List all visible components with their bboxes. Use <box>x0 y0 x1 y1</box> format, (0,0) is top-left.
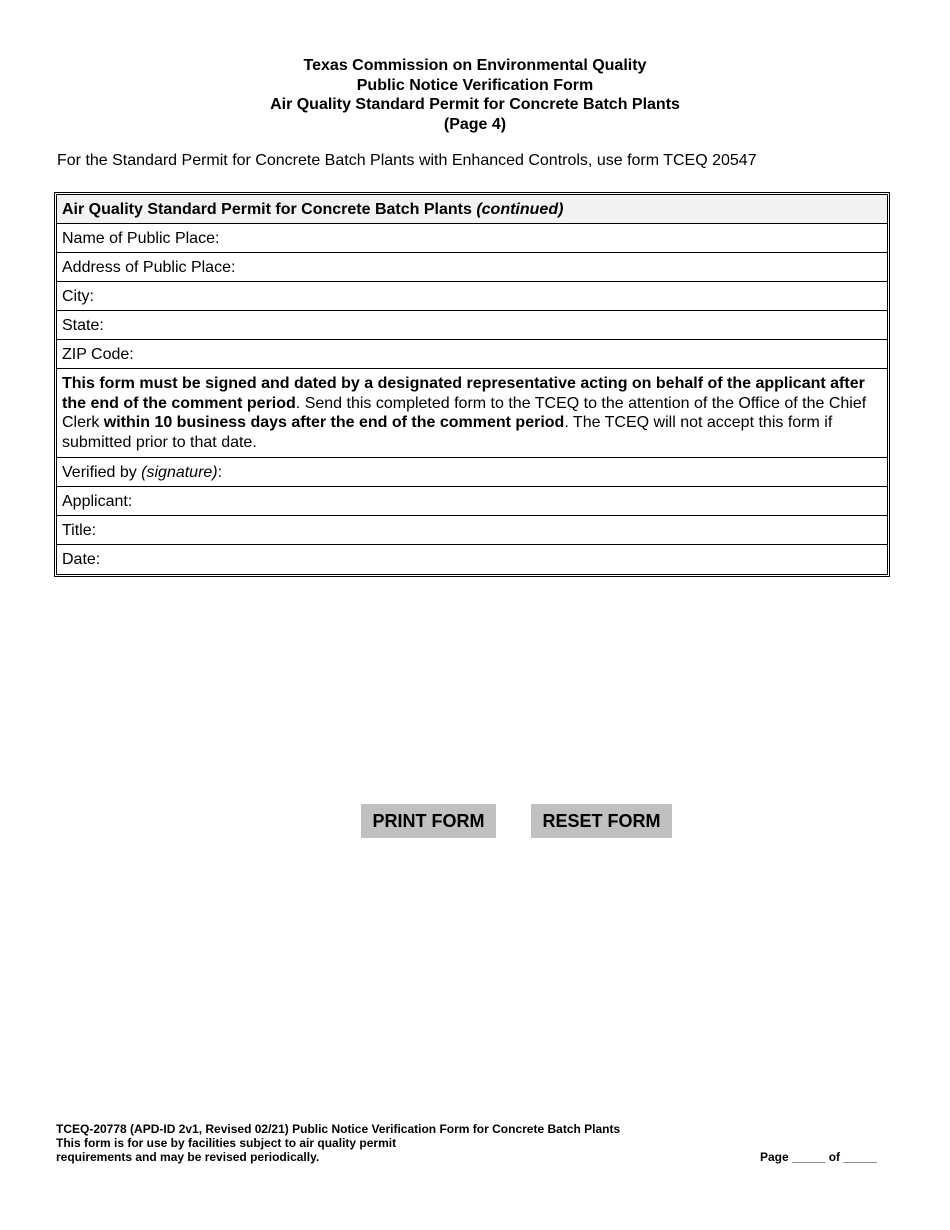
zip-code-label: ZIP Code: <box>62 346 134 363</box>
signature-notice <box>57 369 887 458</box>
verified-by-field[interactable] <box>57 458 887 487</box>
city-field[interactable] <box>57 282 887 311</box>
table-heading-suffix: (continued) <box>476 201 564 218</box>
applicant-field[interactable] <box>57 487 887 516</box>
form-header <box>0 56 950 134</box>
name-of-public-place-label: Name of Public Place: <box>62 230 220 247</box>
notice-bold-1: This form must be signed and dated by a designated representative acting on behalf of the applicant after the end of the comment period <box>62 375 865 412</box>
verified-by-label: Verified by <box>62 464 142 481</box>
name-of-public-place-field[interactable] <box>57 224 887 253</box>
date-label: Date: <box>62 551 101 568</box>
notice-text-2: . The TCEQ will not accept this form if submitted prior to that date. <box>62 414 833 451</box>
footer-note-1: This form is for use by facilities subject to air quality permit <box>56 1136 397 1150</box>
permit-title: Air Quality Standard Permit for Concrete Batch Plants <box>270 96 680 113</box>
intro-text: For the Standard Permit for Concrete Batch Plants with Enhanced Controls, use form TCEQ 20547 <box>57 152 757 169</box>
form-footer <box>56 1122 620 1164</box>
agency-title: Texas Commission on Environmental Quality <box>303 57 647 74</box>
table-heading-text: Air Quality Standard Permit for Concrete Batch Plants <box>62 201 472 218</box>
verified-by-colon: : <box>217 464 223 481</box>
footer-form-id: TCEQ-20778 (APD-ID 2v1, Revised 02/21) Public Notice Verification Form for Concrete Batch Plants <box>56 1122 621 1136</box>
form-table <box>54 192 890 577</box>
date-field[interactable] <box>57 545 887 574</box>
page-of-counter: Page _____ of _____ <box>760 1150 877 1164</box>
address-of-public-place-field[interactable] <box>57 253 887 282</box>
reset-form-button[interactable]: RESET FORM <box>531 804 672 838</box>
page-number: (Page 4) <box>443 115 507 133</box>
form-title: Public Notice Verification Form <box>356 76 594 94</box>
verified-by-signature: (signature) <box>141 464 218 481</box>
applicant-label: Applicant: <box>62 493 133 510</box>
city-label: City: <box>62 288 94 305</box>
zip-code-field[interactable] <box>57 340 887 369</box>
state-label: State: <box>62 317 104 334</box>
notice-text-1: . Send this completed form to the TCEQ to the attention of the Office of the Chief Clerk <box>62 394 867 431</box>
state-field[interactable] <box>57 311 887 340</box>
table-heading <box>57 195 887 224</box>
footer-note-2: requirements and may be revised periodically. <box>56 1150 320 1164</box>
notice-bold-2: within 10 business days after the end of the comment period <box>103 414 565 431</box>
title-label: Title: <box>62 522 97 539</box>
title-field[interactable] <box>57 516 887 545</box>
address-of-public-place-label: Address of Public Place: <box>62 259 236 276</box>
print-form-button[interactable]: PRINT FORM <box>361 804 496 838</box>
